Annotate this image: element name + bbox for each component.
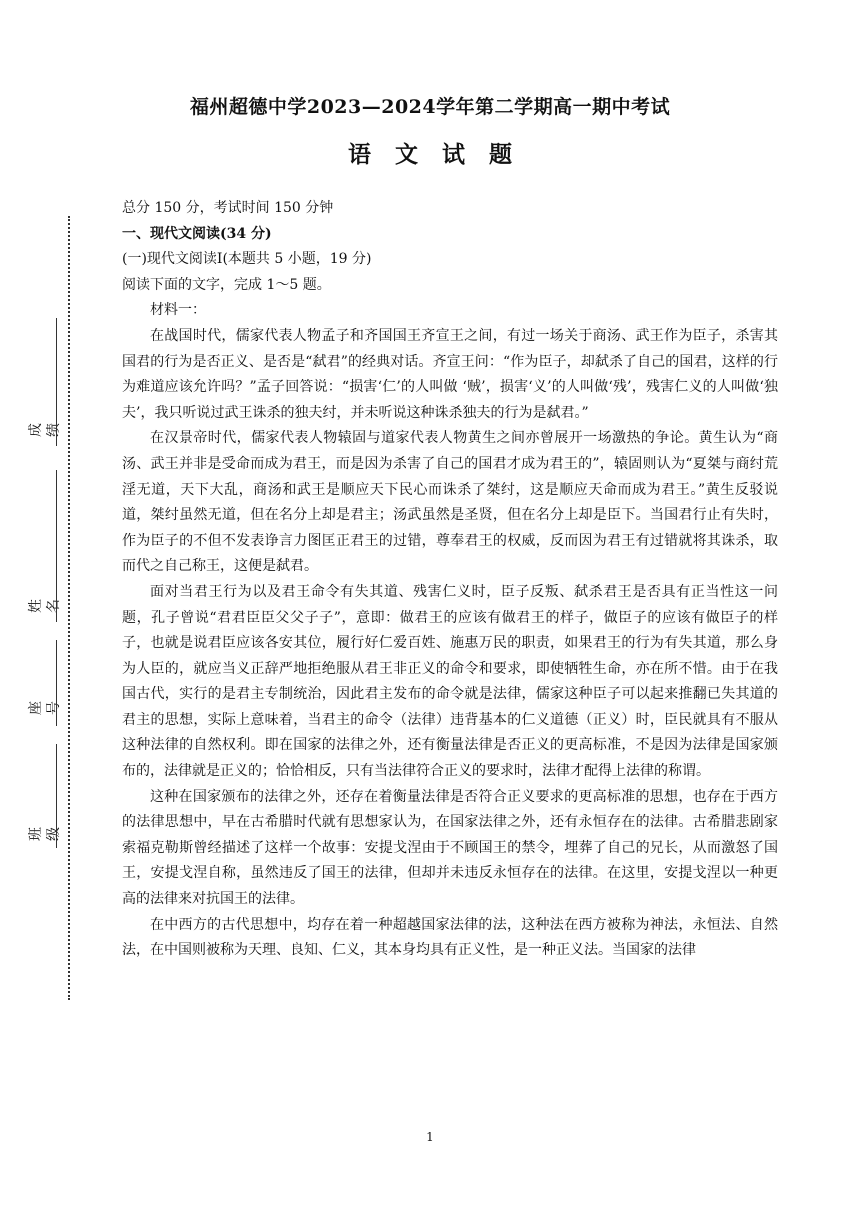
class-fill-line[interactable] bbox=[56, 744, 57, 848]
score-label: 成绩 bbox=[28, 423, 62, 437]
total-info: 总分 150 分，考试时间 150 分钟 bbox=[122, 200, 334, 216]
score-fill-line[interactable] bbox=[56, 318, 57, 446]
exam-subtitle: 语文试题 bbox=[348, 141, 536, 168]
paragraph: 在战国时代，儒家代表人物孟子和齐国国王齐宣王之间，有过一场关于商汤、武王作为臣子，杀害其国君的行为是否正义、是否是“弑君”的经典对话。齐宣王问：“作为臣子，却弑杀了自己的国君，这样的行为难道应该允许吗？”孟子回答说：“损害‘仁’的人叫做 ‘贼’，损害‘义’的人叫做‘残’，残害仁义的人叫做‘独夫’，我只听说过武王诛杀的独夫纣，并未听说这种诛杀独夫的行为是弑君。” bbox=[122, 327, 778, 421]
page-number: 1 bbox=[426, 1130, 434, 1144]
section-heading: 一、现代文阅读(34 分) bbox=[122, 225, 272, 242]
seat-label: 座号 bbox=[28, 701, 62, 715]
name-fill-line[interactable] bbox=[56, 470, 57, 622]
name-label: 姓名 bbox=[28, 599, 62, 613]
seat-fill-line[interactable] bbox=[56, 640, 57, 726]
paragraph: 面对当君王行为以及君王命令有失其道、残害仁义时，臣子反叛、弑杀君王是否具有正当性这一问题，孔子曾说“君君臣臣父父子子”，意即：做君王的应该有做君王的样子，做臣子的应该有做臣子的样子，也就是说君臣应该各安其位，履行好仁爱百姓、施惠万民的职责，如果君王的行为有失其道，那么身为人臣的，就应当义正辞严地拒绝服从君王非正义的命令和要求，即使牺牲生命，亦在所不惜。由于在我国古代，实行的是君主专制统治，因此君主发布的命令就是法律，儒家这种臣子可以起来推翻已失其道的君主的思想，实际上意味着，当君主的命令（法律）违背基本的仁义道德（正义）时，臣民就具有不服从这种法律的自然权利。即在国家的法律之外，还有衡量法律是否正义的更高标准，不是因为法律是国家颁布的，法律就是正义的；恰恰相反，只有当法律符合正义的要求时，法律才配得上法律的称谓。 bbox=[122, 583, 778, 780]
exam-title: 福州超德中学2023—2024学年第二学期高一期中考试 bbox=[189, 96, 671, 118]
paragraph: 在中西方的古代思想中，均存在着一种超越国家法律的法，这种法在西方被称为神法，永恒法、自然法，在中国则被称为天理、良知、仁义，其本身均具有正义性，是一种正义法。当国家的法律 bbox=[122, 916, 778, 959]
class-label: 班级 bbox=[28, 827, 62, 841]
paragraph: 在汉景帝时代，儒家代表人物辕固与道家代表人物黄生之间亦曾展开一场激热的争论。黄生认为“商汤、武王并非是受命而成为君王，而是因为杀害了自己的国君才成为君王的”，辕固则认为“夏桀与商纣荒淫无道，天下大乱，商汤和武王是顺应天下民心而诛杀了桀纣，这是顺应天命而成为君王。”黄生反驳说道，桀纣虽然无道，但在名分上却是君主；汤武虽然是圣贤，但在名分上却是臣下。当国君行止有失时，作为臣子的不但不发表诤言力图匡正君王的过错，尊奉君王的权威，反而因为君王有过错就将其诛杀，取而代之自己称王，这便是弑君。 bbox=[122, 430, 778, 575]
material-label: 材料一： bbox=[150, 302, 206, 319]
binding-dotted-line bbox=[68, 216, 70, 1000]
paragraph: 这种在国家颁布的法律之外，还存在着衡量法律是否符合正义要求的更高标准的思想，也存在于西方的法律思想中，早在古希腊时代就有思想家认为，在国家法律之外，还有永恒存在的法律。古希腊悲剧家索福克勒斯曾经描述了这样一个故事：安提戈涅由于不顾国王的禁令，埋葬了自己的兄长，从而激怒了国王，安提戈涅自称，虽然违反了国王的法律，但却并未违反永恒存在的法律。在这里，安提戈涅以一种更高的法律来对抗国王的法律。 bbox=[122, 788, 778, 908]
exam-content bbox=[122, 196, 778, 964]
instruction-text: 阅读下面的文字，完成 1～5 题。 bbox=[122, 276, 331, 293]
subsection-heading: (一)现代文阅读Ⅰ(本题共 5 小题，19 分) bbox=[122, 251, 372, 268]
